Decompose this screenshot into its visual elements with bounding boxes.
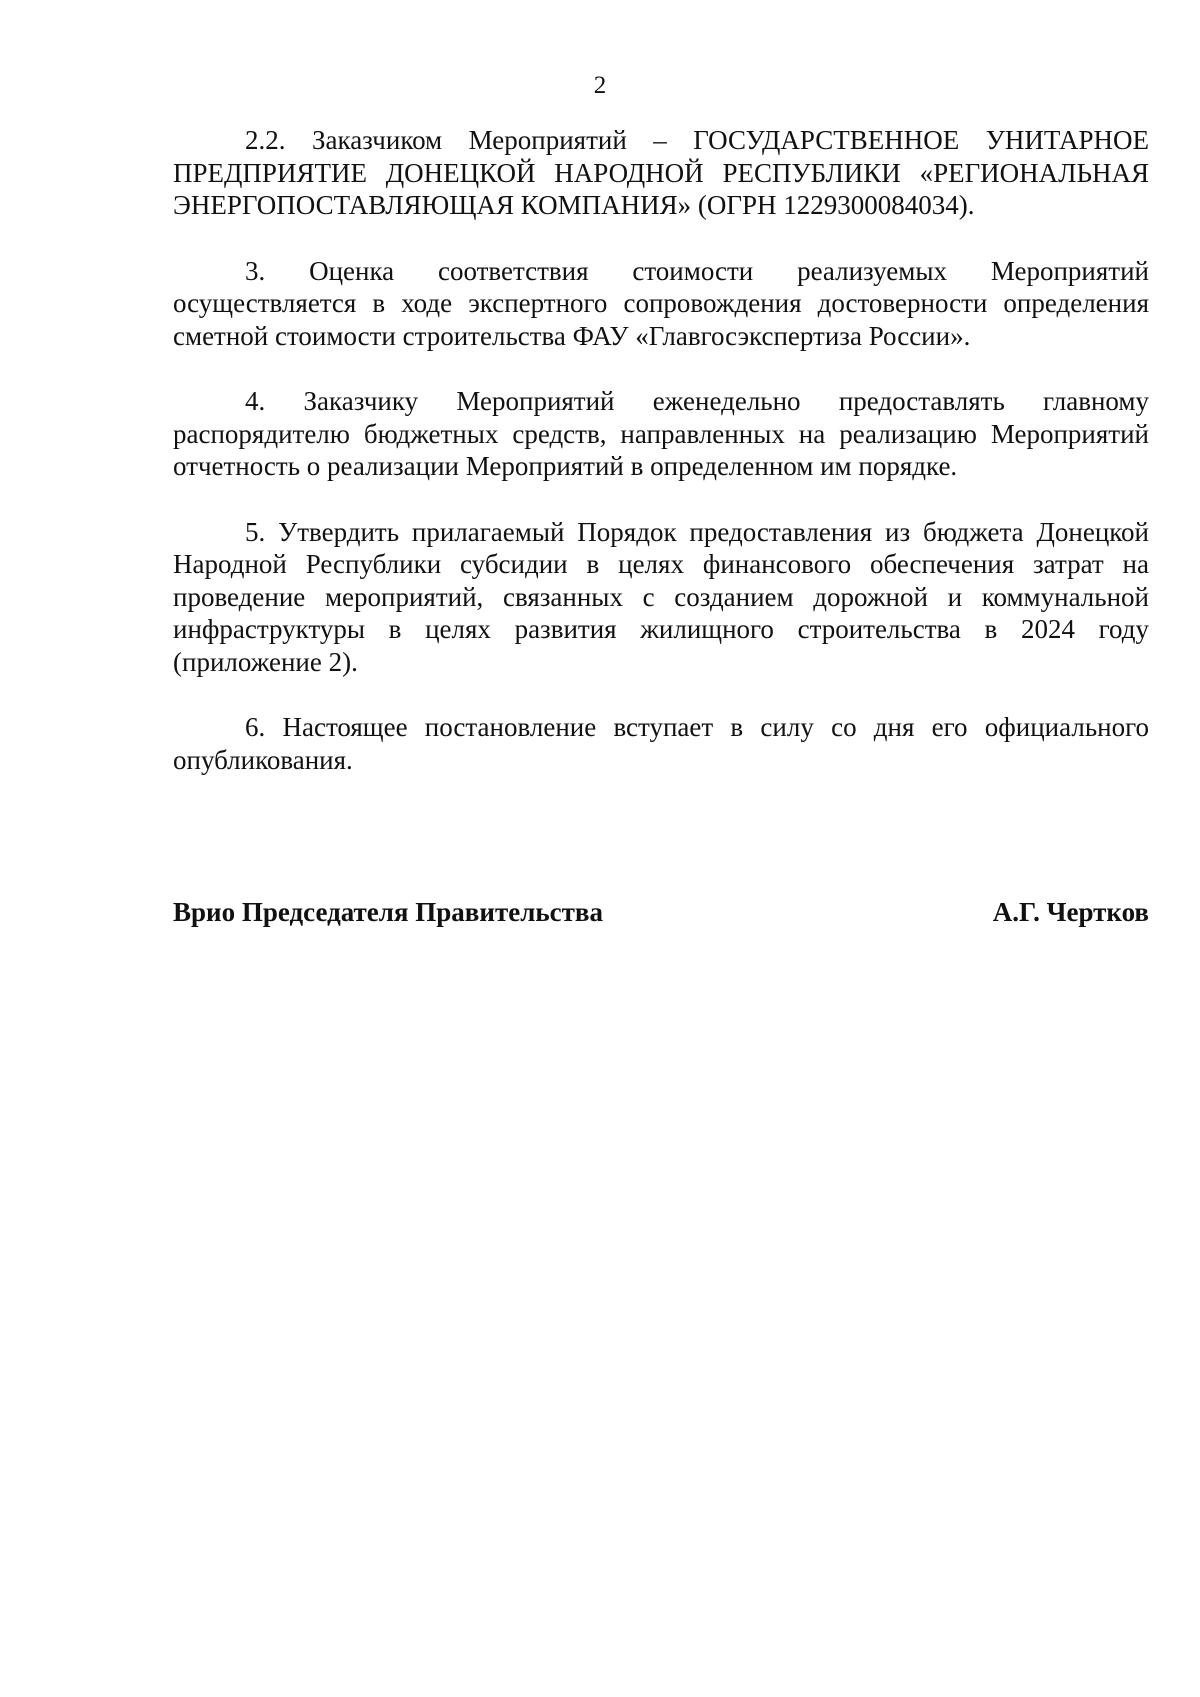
- paragraph-4: 4. Заказчику Мероприятий еженедельно предоставлять главному распорядителю бюджетных средств, направленных на реализацию Мероприятий отчетность о реализации Мероприятий в определенном им порядке.: [173, 386, 1149, 481]
- signatory-position: Врио Председателя Правительства: [173, 897, 603, 927]
- page-number: 2: [593, 72, 607, 99]
- document-body: [173, 124, 1149, 809]
- paragraph-2-2: 2.2. Заказчиком Мероприятий – ГОСУДАРСТВЕННОЕ УНИТАРНОЕ ПРЕДПРИЯТИЕ ДОНЕЦКОЙ НАРОДНОЙ РЕСПУБЛИКИ «РЕГИОНАЛЬНАЯ ЭНЕРГОПОСТАВЛЯЮЩАЯ КОМПАНИЯ» (ОГРН 1229300084034).: [173, 125, 1149, 220]
- paragraph-6: 6. Настоящее постановление вступает в силу со дня его официального опубликования.: [173, 712, 1149, 775]
- paragraph-3: 3. Оценка соответствия стоимости реализуемых Мероприятий осуществляется в ходе экспертного сопровождения достоверности определения сметной стоимости строительства ФАУ «Главгосэкспертиза России».: [173, 255, 1149, 351]
- signature-block: [173, 896, 1149, 928]
- signatory-name: А.Г. Чертков: [992, 897, 1149, 927]
- paragraph-5: 5. Утвердить прилагаемый Порядок предоставления из бюджета Донецкой Народной Республики субсидии в целях финансового обеспечения затрат на проведение мероприятий, связанных с созданием дорожной и коммунальной инфраструктуры в целях развития жилищного строительства в 2024 году (приложение 2).: [173, 516, 1149, 677]
